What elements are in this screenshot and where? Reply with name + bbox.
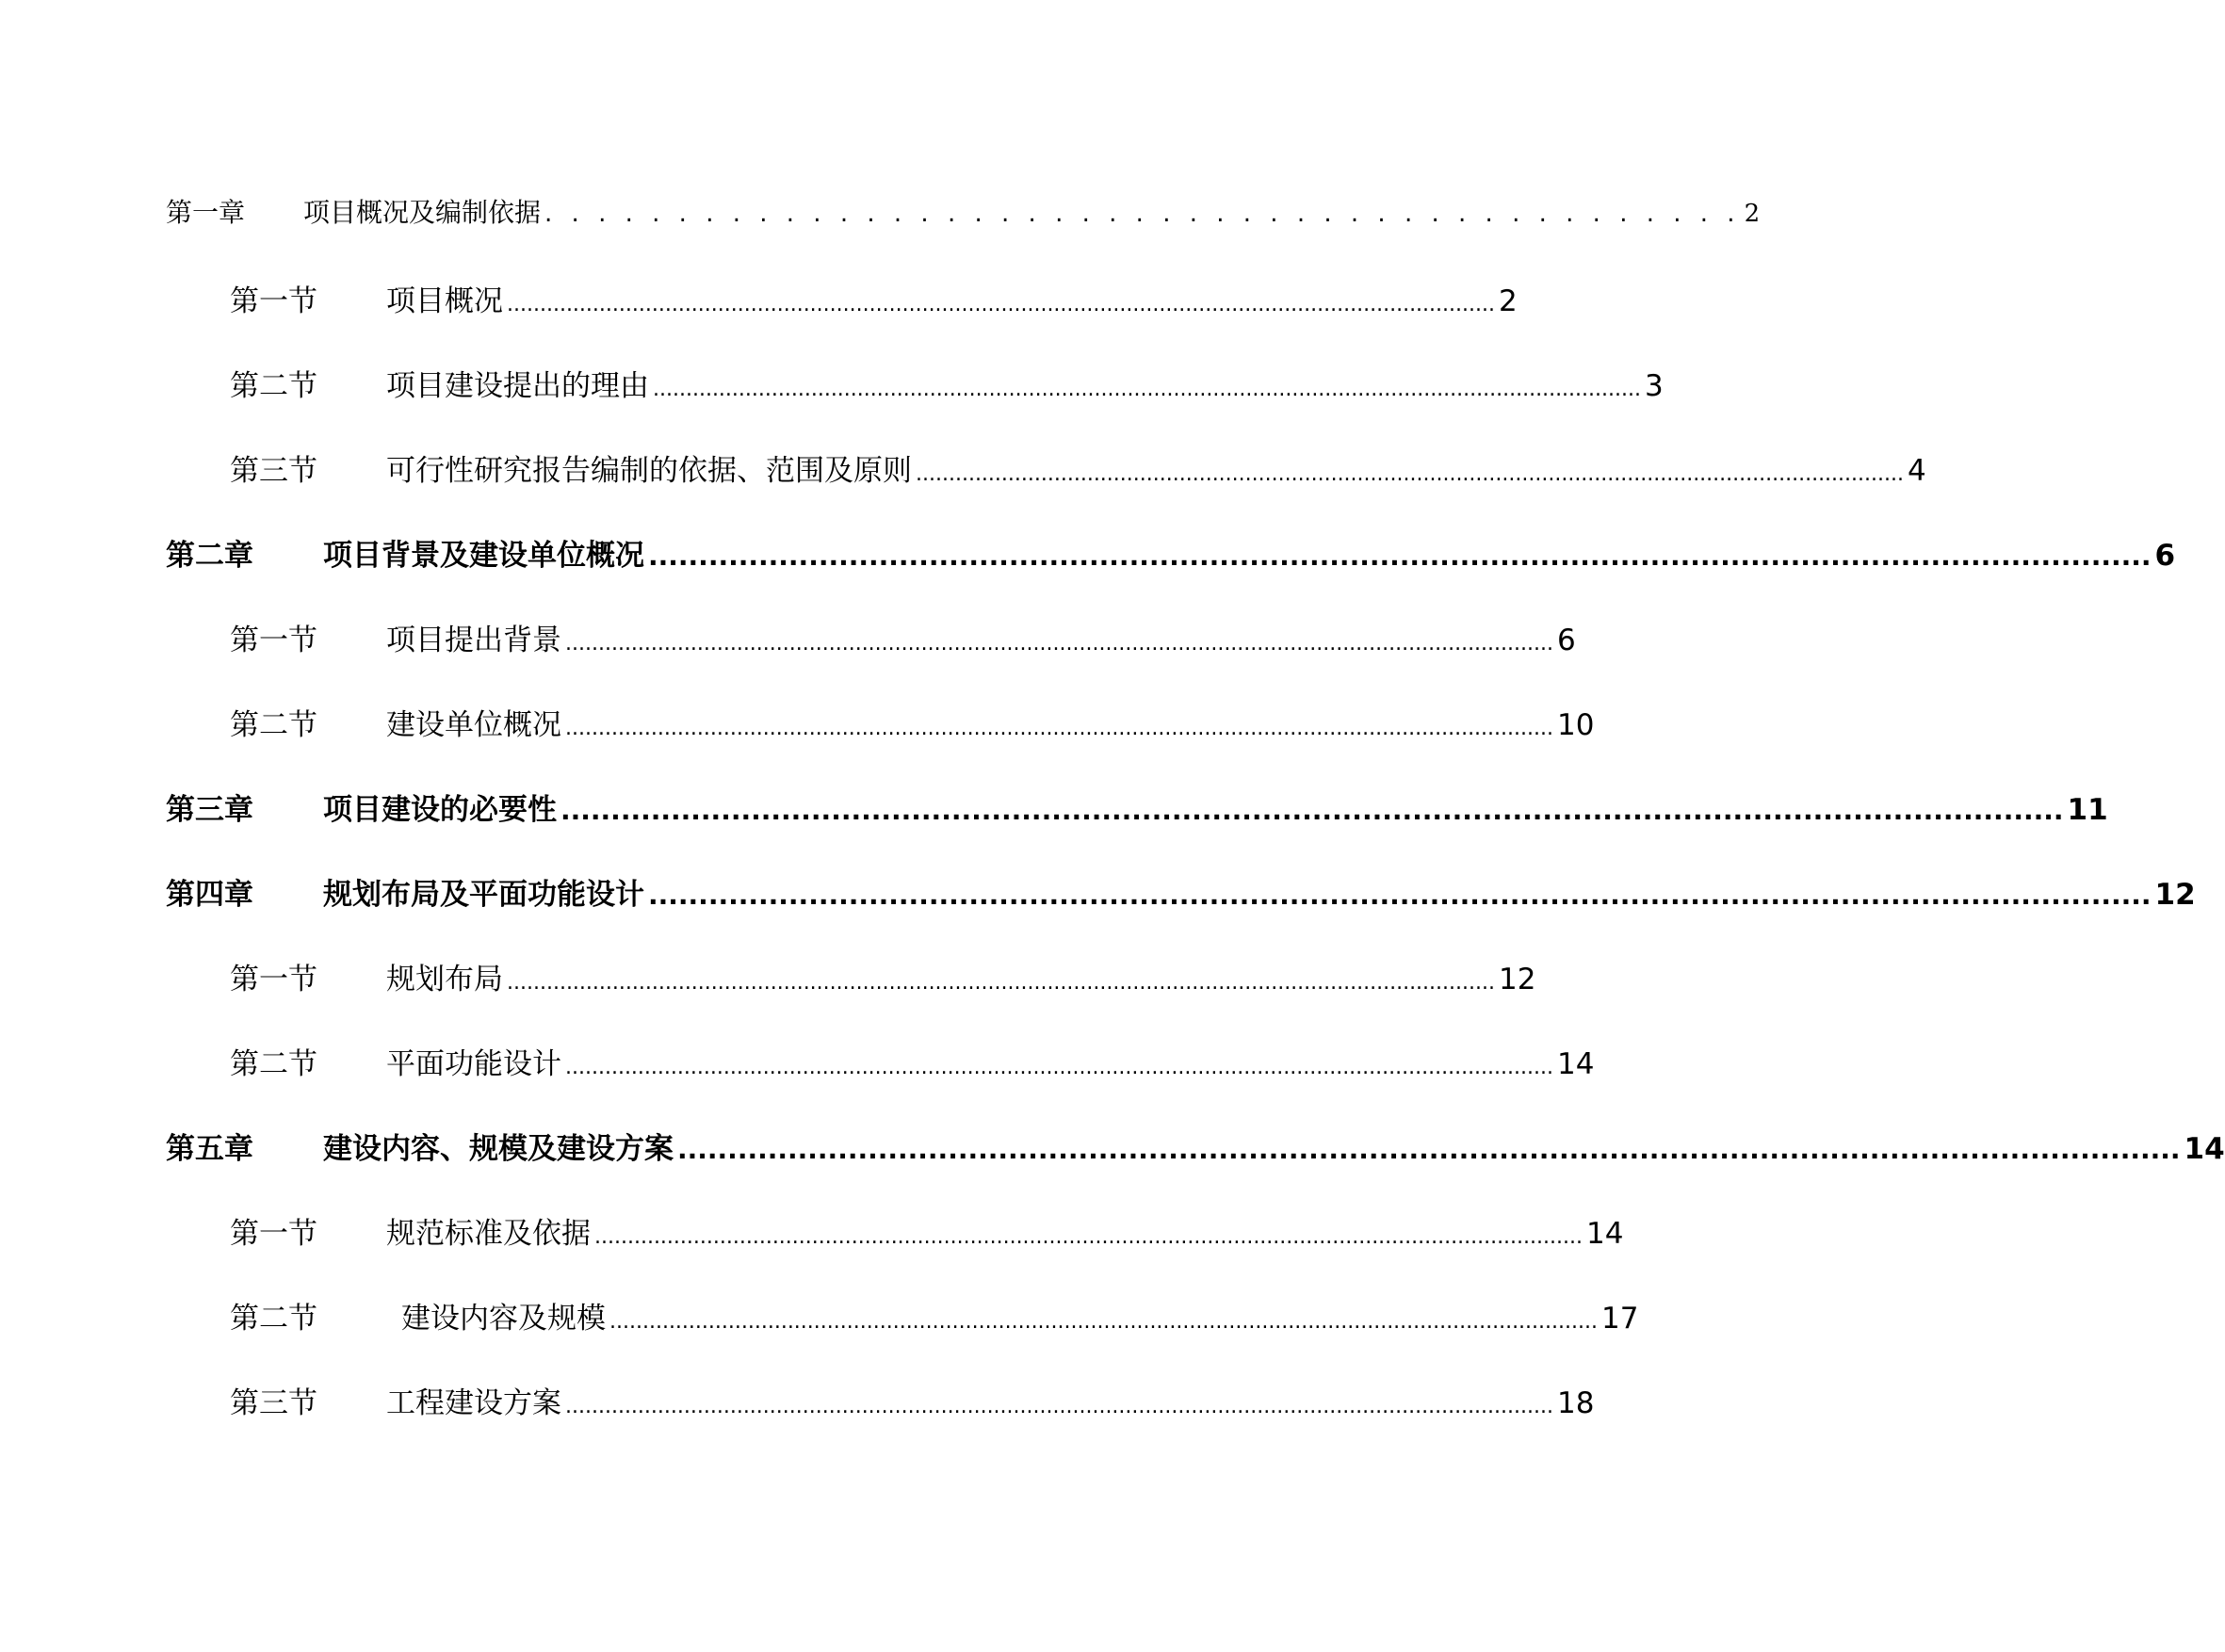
toc-chapter-1[interactable]	[166, 192, 1761, 230]
toc-number: 第三节	[230, 1386, 317, 1420]
toc-leader-dots: ......................................................................................................................................................	[565, 1395, 1553, 1418]
toc-leader-dots: ......................................................................................................................................................	[653, 378, 1641, 401]
toc-section[interactable]	[230, 1209, 1624, 1251]
toc-page-number: 14	[1585, 1217, 1624, 1251]
toc-number: 第一章	[166, 197, 246, 228]
toc-title: 项目建设的必要性	[323, 793, 557, 827]
toc-leader-dots: ......................................................................................................................................................	[565, 1056, 1553, 1079]
toc-section[interactable]	[230, 1379, 1595, 1420]
toc-leader-dots: ......................................................................................................................................................	[916, 462, 1904, 486]
toc-leader-dots: ......................................................................................................................................................	[594, 1225, 1583, 1249]
toc-number: 第三节	[230, 454, 317, 488]
toc-leader-dots: . . . . . . . . . . . . . . . . . . . . . . . . . . . . . . . . . . . . . . . . . . . . .	[544, 200, 1741, 228]
toc-leader-dots: ......................................................................................................................................................	[507, 293, 1495, 316]
toc-title: 项目提出背景	[386, 624, 561, 657]
toc-title: 建设内容、规模及建设方案	[323, 1132, 674, 1166]
toc-title: 项目建设提出的理由	[386, 369, 649, 403]
toc-title: 平面功能设计	[386, 1047, 561, 1081]
toc-page-number: 14	[2184, 1132, 2225, 1166]
toc-leader-dots: ......................................................................................................................................................	[648, 541, 2152, 572]
toc-chapter-2[interactable]	[166, 531, 2176, 573]
toc-section[interactable]	[230, 277, 1518, 318]
toc-number: 第二章	[166, 539, 253, 573]
toc-section[interactable]	[230, 1040, 1595, 1081]
toc-leader-dots: ......................................................................................................................................................	[609, 1310, 1598, 1334]
toc-title: 项目背景及建设单位概况	[323, 539, 644, 573]
toc-title: 项目概况	[386, 284, 503, 318]
toc-section[interactable]	[230, 446, 1926, 488]
toc-title: 建设单位概况	[386, 708, 561, 742]
toc-leader-dots: ......................................................................................................................................................	[565, 717, 1553, 740]
toc-page-number: 4	[1907, 454, 1926, 488]
toc-section[interactable]	[230, 1294, 1639, 1336]
toc-leader-dots: ......................................................................................................................................................	[507, 971, 1495, 995]
toc-number: 第二节	[230, 708, 317, 742]
toc-title: 规划布局	[386, 963, 503, 996]
toc-title: 规范标准及依据	[386, 1217, 591, 1251]
toc-page-number: 2	[1744, 200, 1761, 228]
toc-number: 第一节	[230, 284, 317, 318]
toc-page-number: 11	[2067, 793, 2108, 827]
toc-section[interactable]	[230, 616, 1576, 657]
toc-leader-dots: ......................................................................................................................................................	[677, 1134, 2181, 1165]
toc-section[interactable]	[230, 362, 1664, 403]
toc-number: 第二节	[230, 369, 317, 403]
toc-title: 规划布局及平面功能设计	[323, 878, 644, 912]
toc-page-number: 10	[1556, 708, 1595, 742]
toc-page-number: 6	[2154, 539, 2176, 573]
toc-section[interactable]	[230, 701, 1595, 742]
toc-page-number: 2	[1498, 284, 1518, 318]
toc-section[interactable]	[230, 955, 1536, 996]
toc-number: 第五章	[166, 1132, 253, 1166]
toc-number: 第一节	[230, 624, 317, 657]
toc-title: 项目概况及编制依据	[303, 197, 542, 228]
toc-chapter-5[interactable]	[166, 1125, 2225, 1166]
toc-page-number: 12	[1498, 963, 1536, 996]
toc-title: 可行性研究报告编制的依据、范围及原则	[386, 454, 912, 488]
toc-number: 第三章	[166, 793, 253, 827]
toc-chapter-4[interactable]	[166, 870, 2196, 912]
toc-number: 第一节	[230, 963, 317, 996]
toc-leader-dots: ......................................................................................................................................................	[565, 632, 1553, 656]
toc-number: 第一节	[230, 1217, 317, 1251]
toc-page-number: 18	[1556, 1386, 1595, 1420]
toc-page-number: 6	[1556, 624, 1576, 657]
toc-page-number: 12	[2154, 878, 2196, 912]
toc-number: 第四章	[166, 878, 253, 912]
toc-leader-dots: ......................................................................................................................................................	[648, 880, 2152, 911]
toc-leader-dots: ......................................................................................................................................................	[560, 795, 2064, 826]
toc-title: 工程建设方案	[386, 1386, 561, 1420]
toc-page-number: 3	[1644, 369, 1664, 403]
toc-number: 第二节	[230, 1047, 317, 1081]
toc-page-number: 17	[1600, 1302, 1639, 1336]
toc-title: 建设内容及规模	[401, 1302, 606, 1336]
toc-chapter-3[interactable]	[166, 786, 2108, 827]
toc-page-number: 14	[1556, 1047, 1595, 1081]
toc-number: 第二节	[230, 1302, 317, 1336]
